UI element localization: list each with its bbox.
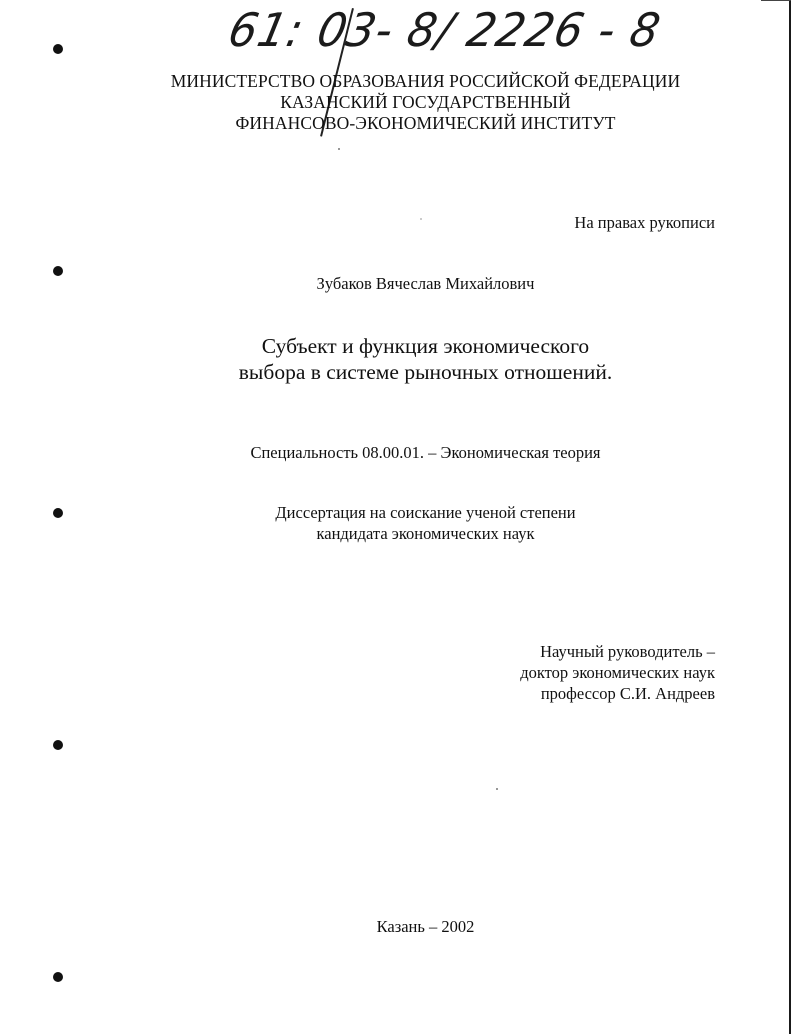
dissertation-degree-line2: кандидата экономических наук: [316, 524, 535, 543]
handwritten-archive-code: 61: 03- 8/ 2226 - 8: [223, 4, 666, 58]
speciality: Специальность 08.00.01. – Экономическая теория: [250, 443, 601, 462]
scan-speck: [420, 218, 422, 220]
thesis-title-line2: выбора в системе рыночных отношений.: [238, 360, 613, 384]
thesis-title-line1: Субъект и функция экономического: [261, 334, 590, 358]
place-and-year: Казань – 2002: [376, 917, 475, 936]
supervisor-degree: доктор экономических наук: [520, 663, 715, 682]
supervisor-name: профессор С.И. Андреев: [540, 684, 715, 703]
dissertation-degree-line1: Диссертация на соискание ученой степени: [275, 503, 576, 522]
supervisor-role: Научный руководитель –: [540, 642, 715, 661]
scan-speck: [338, 148, 340, 150]
binder-hole: [53, 44, 63, 54]
manuscript-note: На правах рукописи: [574, 213, 715, 232]
header-institute: ФИНАНСОВО-ЭКОНОМИЧЕСКИЙ ИНСТИТУТ: [235, 113, 616, 133]
binder-hole: [53, 740, 63, 750]
header-university: КАЗАНСКИЙ ГОСУДАРСТВЕННЫЙ: [280, 92, 571, 112]
author-name: Зубаков Вячеслав Михайлович: [316, 274, 535, 293]
scan-border-top: [761, 0, 791, 1]
scan-speck: [496, 788, 498, 790]
header-ministry: МИНИСТЕРСТВО ОБРАЗОВАНИЯ РОССИЙСКОЙ ФЕДЕРАЦИИ: [170, 71, 681, 91]
binder-hole: [53, 972, 63, 982]
